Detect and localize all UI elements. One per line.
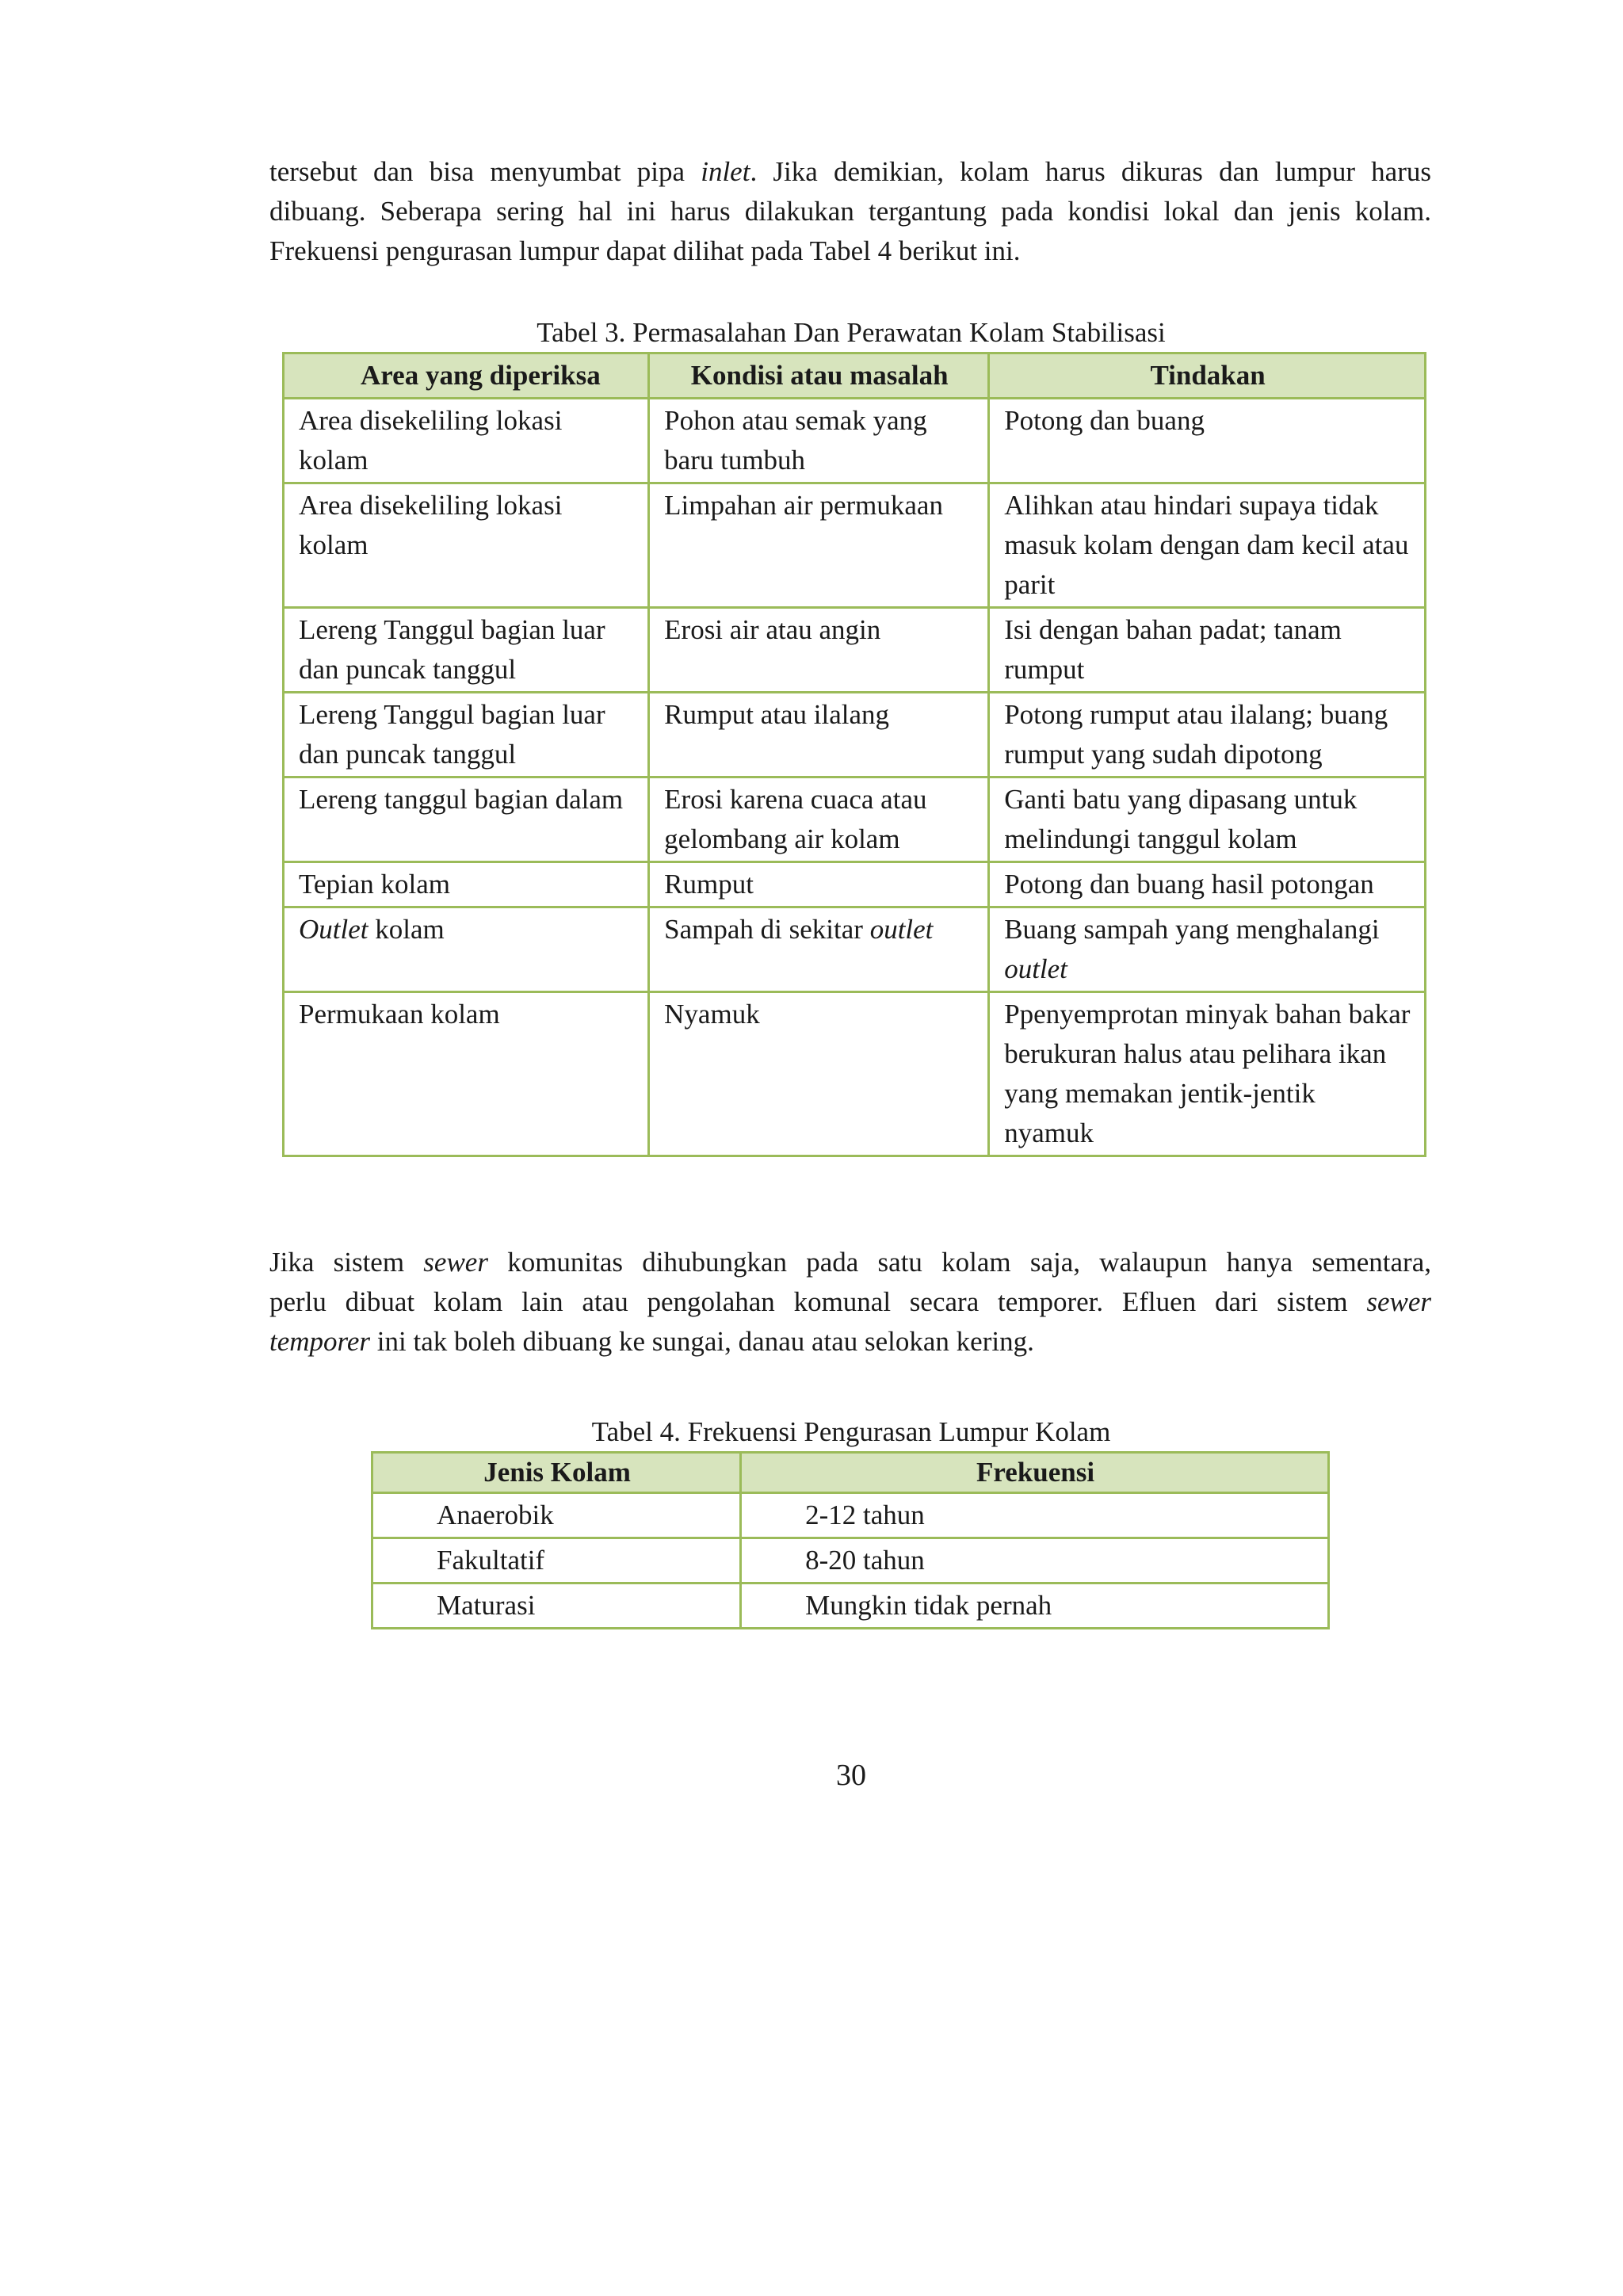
intro-paragraph	[269, 152, 1431, 271]
middle-line-2: perlu dibuat kolam lain atau pengolahan komunal secara temporer. Efluen dari sistem sewer	[269, 1286, 1431, 1317]
table3-cell-tindakan: Ganti batu yang dipasang untuk melindungi tanggul kolam	[989, 777, 1426, 862]
table3-cell-kondisi: Rumput	[649, 862, 989, 907]
table3-cell-kondisi: Nyamuk	[649, 992, 989, 1156]
table4	[371, 1451, 1330, 1629]
table3-cell-area: Area disekeliling lokasi kolam	[284, 399, 649, 483]
table3-cell-kondisi: Limpahan air permukaan	[649, 483, 989, 608]
intro-line-3: Frekuensi pengurasan lumpur dapat dilihat pada Tabel 4 berikut ini.	[269, 235, 1021, 266]
table4-header-jenis: Jenis Kolam	[372, 1453, 741, 1493]
table3-cell-kondisi: Erosi air atau angin	[649, 608, 989, 693]
table-row	[284, 399, 1426, 483]
table3-cell-tindakan: Potong dan buang	[989, 399, 1426, 483]
table3-cell-tindakan: Isi dengan bahan padat; tanam rumput	[989, 608, 1426, 693]
table3-cell-tindakan: Ppenyemprotan minyak bahan bakar berukuran halus atau pelihara ikan yang memakan jentik-jentik nyamuk	[989, 992, 1426, 1156]
table-row	[372, 1538, 1329, 1584]
table3-header-kondisi: Kondisi atau masalah	[649, 353, 989, 399]
table-row	[284, 483, 1426, 608]
table4-header-row	[372, 1453, 1329, 1493]
table3-cell-area: Permukaan kolam	[284, 992, 649, 1156]
table3-cell-tindakan: Potong dan buang hasil potongan	[989, 862, 1426, 907]
table3-header-row	[284, 353, 1426, 399]
table4-header-frekuensi: Frekuensi	[741, 1453, 1329, 1493]
table-row	[284, 907, 1426, 992]
table4-cell-jenis: Anaerobik	[372, 1493, 741, 1538]
table3-cell-kondisi: Pohon atau semak yang baru tumbuh	[649, 399, 989, 483]
table-row	[284, 777, 1426, 862]
table3-cell-area: Area disekeliling lokasi kolam	[284, 483, 649, 608]
middle-line-3: temporer ini tak boleh dibuang ke sungai, danau atau selokan kering.	[269, 1326, 1034, 1357]
table4-cell-frekuensi: 2-12 tahun	[741, 1493, 1329, 1538]
table-row	[284, 693, 1426, 777]
table3-caption: Tabel 3. Permasalahan Dan Perawatan Kolam Stabilisasi	[537, 317, 1166, 348]
intro-line-1: tersebut dan bisa menyumbat pipa inlet. Jika demikian, kolam harus dikuras dan lumpur harus	[269, 156, 1431, 187]
table3-cell-kondisi: Rumput atau ilalang	[649, 693, 989, 777]
table-row	[284, 992, 1426, 1156]
middle-paragraph	[269, 1243, 1431, 1362]
table4-cell-frekuensi: 8-20 tahun	[741, 1538, 1329, 1584]
table4-cell-frekuensi: Mungkin tidak pernah	[741, 1584, 1329, 1629]
table3-cell-kondisi: Sampah di sekitar outlet	[649, 907, 989, 992]
table-row	[284, 608, 1426, 693]
middle-line-1: Jika sistem sewer komunitas dihubungkan pada satu kolam saja, walaupun hanya sementara,	[269, 1247, 1431, 1278]
table3-header-area: Area yang diperiksa	[284, 353, 649, 399]
table3-cell-tindakan: Potong rumput atau ilalang; buang rumput yang sudah dipotong	[989, 693, 1426, 777]
table3-cell-kondisi: Erosi karena cuaca atau gelombang air kolam	[649, 777, 989, 862]
page-number: 30	[836, 1759, 866, 1792]
table3-cell-tindakan: Buang sampah yang menghalangi outlet	[989, 907, 1426, 992]
table3-cell-area: Lereng Tanggul bagian luar dan puncak tanggul	[284, 608, 649, 693]
table3-cell-area: Lereng tanggul bagian dalam	[284, 777, 649, 862]
table-row	[372, 1493, 1329, 1538]
table3-cell-tindakan: Alihkan atau hindari supaya tidak masuk kolam dengan dam kecil atau parit	[989, 483, 1426, 608]
table4-cell-jenis: Maturasi	[372, 1584, 741, 1629]
table-row	[284, 862, 1426, 907]
table3-cell-area: Outlet kolam	[284, 907, 649, 992]
table4-cell-jenis: Fakultatif	[372, 1538, 741, 1584]
intro-line-2: dibuang. Seberapa sering hal ini harus dilakukan tergantung pada kondisi lokal dan jenis kolam.	[269, 196, 1431, 227]
table4-caption: Tabel 4. Frekuensi Pengurasan Lumpur Kolam	[591, 1416, 1111, 1447]
table-row	[372, 1584, 1329, 1629]
table3-header-tindakan: Tindakan	[989, 353, 1426, 399]
table3	[282, 352, 1426, 1157]
table3-cell-area: Tepian kolam	[284, 862, 649, 907]
table3-cell-area: Lereng Tanggul bagian luar dan puncak tanggul	[284, 693, 649, 777]
